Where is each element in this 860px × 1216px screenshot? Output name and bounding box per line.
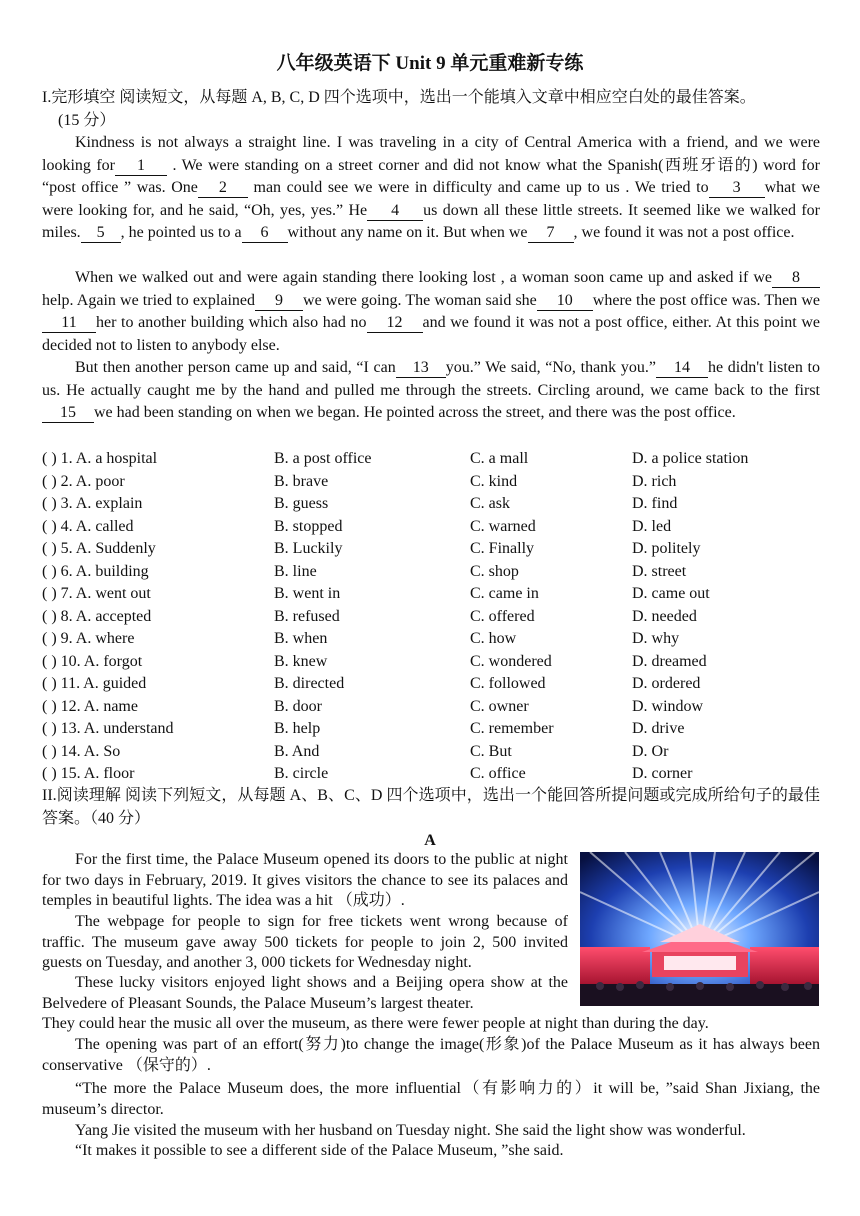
blank-9[interactable]: 9 [255,292,303,311]
option-b[interactable]: B. And [274,742,320,760]
blank-3[interactable]: 3 [709,179,765,198]
question-number-option-a[interactable]: ( ) 8. A. accepted [42,607,152,625]
palace-night-light-show-image [580,852,819,1006]
cloze-paragraph-1: Kindness is not always a straight line. I was traveling in a city of Central America with a friend, and we were looking for 1 . We were standing on a street corner and did not know what the Spanish(西班牙语的) word for “post office ” was. One 2 man could see we were in difficulty and came up to us . We tried to 3 what we were looking for, and he said, “Oh, yes, yes.” He 4 us down all these little streets. It seemed like we walked for miles. 5 , he pointed us to a 6 without any name on it. But when we 7 , we found it was not a post office. [42,134,820,241]
option-d[interactable]: D. needed [632,607,697,625]
question-number-option-a[interactable]: ( ) 9. A. where [42,630,135,647]
question-number-option-a[interactable]: ( ) 6. A. building [42,562,149,580]
passage-a-p4: The opening was part of an effort(努力)to change the image(形象)of the Palace Museum as it has always been conservative （保守的）. [42,1036,820,1074]
option-d[interactable]: D. find [632,495,678,512]
option-c[interactable]: C. followed [470,675,546,692]
blank-14[interactable]: 14 [656,359,708,378]
option-b[interactable]: B. door [274,697,322,715]
question-number-option-a[interactable]: ( ) 5. A. Suddenly [42,540,156,557]
option-b[interactable]: B. stopped [274,517,343,535]
option-b[interactable]: B. guess [274,495,329,512]
option-b[interactable]: B. help [274,720,321,737]
question-row [42,673,820,696]
option-c[interactable]: C. a mall [470,450,529,467]
blank-12[interactable]: 12 [367,314,423,333]
passage-a-p7: “It makes it possible to see a different side of the Palace Museum, ”she said. [75,1142,564,1159]
option-c[interactable]: C. But [470,742,512,760]
option-d[interactable]: D. street [632,562,687,580]
blank-4[interactable]: 4 [367,202,423,221]
passage-a-p6: Yang Jie visited the museum with her husband on Tuesday night. She said the light show was wonderful. [75,1122,746,1139]
cloze-paragraph-3: But then another person came up and said, “I can 13 you.” We said, “No, thank you.” 14 he didn't listen to us. He actually caught me by the hand and pulled me through the streets. Circling around, we came back to the first15 we had been standing on when we began. He pointed across the street, and there was the post office. [42,359,821,421]
passage-a-p5: “The more the Palace Museum does, the more influential（有影响力的）it will be, ”said Shan Jixiang, the museum’s director. [42,1080,820,1118]
question-number-option-a[interactable]: ( ) 15. A. floor [42,765,135,782]
question-row [42,606,820,629]
option-b[interactable]: B. when [274,630,328,647]
question-number-option-a[interactable]: ( ) 1. A. a hospital [42,450,158,467]
section-1-heading: I.完形填空 阅读短文，从每题 A, B, C, D 四个选项中，选出一个能填入文章中相应空白处的最佳答案。 (15 分） [42,89,756,129]
option-d[interactable]: D. window [632,697,704,715]
question-number-option-a[interactable]: ( ) 4. A. called [42,517,134,535]
cloze-paragraph-2: When we walked out and were again standing there looking lost , a woman soon came up and asked if we 8help. Again we tried to explained 9 we were going. The woman said she 10 where the post office was. Then we11 her to another building which also had no 12 and we found it was not a post office, either. At this point we decided not to listen to anybody else. [42,269,820,354]
option-c[interactable]: C. how [470,630,517,647]
option-d[interactable]: D. a police station [632,450,749,467]
option-d[interactable]: D. came out [632,585,710,602]
question-number-option-a[interactable]: ( ) 11. A. guided [42,675,147,692]
question-row [42,741,820,764]
question-number-option-a[interactable]: ( ) 10. A. forgot [42,652,143,670]
palace-photo-illustration [580,852,819,1006]
question-row [42,561,820,584]
option-d[interactable]: D. dreamed [632,652,707,670]
option-b[interactable]: B. brave [274,472,329,490]
question-row [42,471,820,494]
option-d[interactable]: D. politely [632,540,701,557]
option-b[interactable]: B. went in [274,585,341,602]
question-number-option-a[interactable]: ( ) 12. A. name [42,697,138,715]
option-c[interactable]: C. owner [470,697,529,715]
question-row [42,516,820,539]
question-number-option-a[interactable]: ( ) 3. A. explain [42,495,143,512]
question-row [42,696,820,719]
option-b[interactable]: B. refused [274,607,340,625]
passage-a-p3a: These lucky visitors enjoyed light shows and a Beijing opera show at the Belvedere of Pleasant Sounds, the Palace Museum’s largest theater. [42,974,568,1012]
option-c[interactable]: C. Finally [470,540,535,557]
option-c[interactable]: C. kind [470,472,518,490]
question-row [42,718,820,741]
option-d[interactable]: D. ordered [632,675,701,692]
option-b[interactable]: B. a post office [274,450,372,467]
passage-a-p2: The webpage for people to sign for free tickets went wrong because of traffic. The museum gave away 500 tickets for people to join 2, 500 invited guests on Tuesday, and another 3, 000 tickets for Wednesday night. [42,913,568,971]
question-number-option-a[interactable]: ( ) 7. A. went out [42,585,151,602]
question-row [42,651,820,674]
blank-10[interactable]: 10 [537,292,593,311]
passage-a-p3b: They could hear the music all over the museum, as there were fewer people at night than during the day. [42,1015,709,1032]
question-number-option-a[interactable]: ( ) 14. A. So [42,742,121,760]
blank-11[interactable]: 11 [42,314,96,333]
question-row [42,628,820,651]
question-row [42,763,820,786]
question-row [42,538,820,561]
question-number-option-a[interactable]: ( ) 2. A. poor [42,472,125,490]
option-c[interactable]: C. shop [470,562,519,580]
question-row [42,448,820,471]
question-row [42,493,820,516]
option-c[interactable]: C. offered [470,607,535,625]
blank-15[interactable]: 15 [42,404,94,423]
blank-5[interactable]: 5 [81,224,121,243]
option-d[interactable]: D. rich [632,472,677,490]
blank-7[interactable]: 7 [528,224,574,243]
question-number-option-a[interactable]: ( ) 13. A. understand [42,720,174,737]
option-b[interactable]: B. Luckily [274,540,343,557]
option-d[interactable]: D. led [632,517,672,535]
blank-6[interactable]: 6 [242,224,288,243]
blank-13[interactable]: 13 [396,359,446,378]
option-c[interactable]: C. came in [470,585,539,602]
option-c[interactable]: C. wondered [470,652,552,670]
passage-a-label: A [424,832,436,849]
passage-a-p1: For the first time, the Palace Museum opened its doors to the public at night for two days in February, 2019. It gives visitors the chance to see its palaces and temples in beautiful lights. The idea was a hit （成功）. [42,851,568,909]
option-b[interactable]: B. line [274,562,317,580]
page-title: 八年级英语下 Unit 9 单元重难新专练 [276,53,584,74]
option-c[interactable]: C. warned [470,517,536,535]
option-c[interactable]: C. remember [470,720,554,737]
option-d[interactable]: D. corner [632,765,693,782]
option-d[interactable]: D. why [632,630,680,647]
blank-2[interactable]: 2 [198,179,248,198]
option-b[interactable]: B. directed [274,675,345,692]
option-c[interactable]: C. office [470,765,526,782]
option-c[interactable]: C. ask [470,495,510,512]
option-b[interactable]: B. circle [274,765,329,782]
option-d[interactable]: D. drive [632,720,685,737]
blank-1[interactable]: 1 [115,157,167,176]
section-2-heading: II.阅读理解 阅读下列短文，从每题 A、B、C、D 四个选项中，选出一个能回答所提问题或完成所给句子的最佳答案。（40 分） [42,787,820,827]
question-row [42,583,820,606]
option-b[interactable]: B. knew [274,652,328,670]
option-d[interactable]: D. Or [632,742,669,760]
blank-8[interactable]: 8 [772,269,820,288]
